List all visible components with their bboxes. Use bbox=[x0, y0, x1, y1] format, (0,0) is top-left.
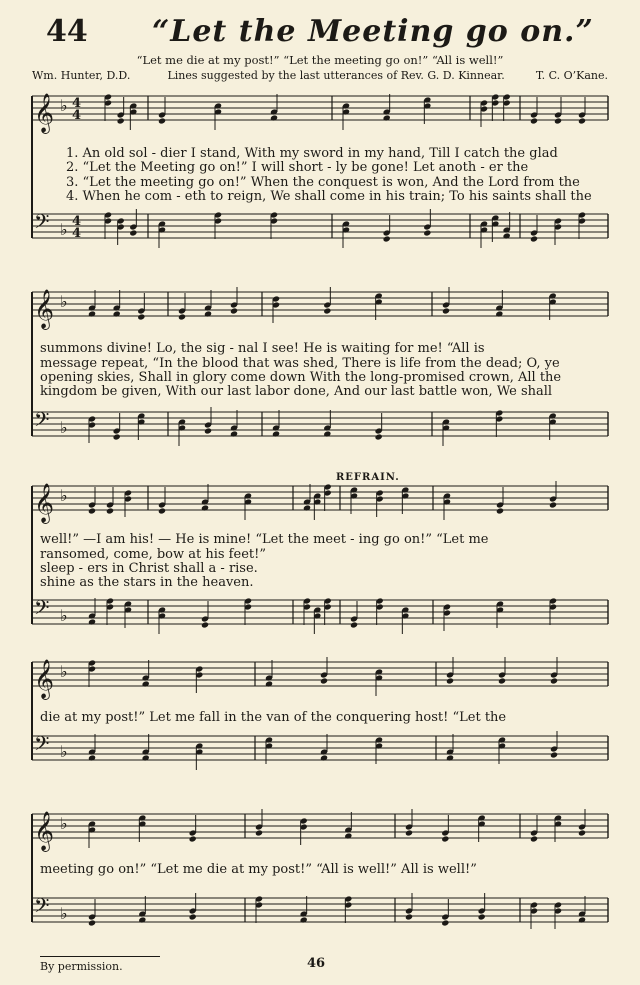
note-head bbox=[230, 307, 238, 314]
flat-key-signature: ♭ bbox=[60, 96, 68, 115]
author: Wm. Hunter, D.D. bbox=[32, 69, 131, 82]
flat-key-signature: ♭ bbox=[60, 742, 68, 761]
flat-key-signature: ♭ bbox=[60, 220, 68, 239]
lyric-line: shine as the stars in the heaven. bbox=[40, 575, 254, 590]
bass-clef: 𝄢 bbox=[34, 408, 50, 436]
lyric-line: 2. “Let the Meeting go on!” I will short - ly be gone! Let anoth - er the bbox=[66, 160, 529, 175]
treble-clef: 𝄞 bbox=[34, 93, 55, 133]
note-head bbox=[405, 913, 413, 920]
footer-rule bbox=[40, 956, 160, 957]
note-head bbox=[201, 621, 209, 628]
lyric-line: sleep - ers in Christ shall a - rise. bbox=[40, 561, 258, 576]
lyric-line: ransomed, come, bow at his feet!” bbox=[40, 547, 266, 562]
note-head bbox=[550, 751, 558, 758]
note-head bbox=[323, 307, 331, 314]
time-signature: 4 bbox=[72, 226, 82, 241]
note-head bbox=[442, 307, 450, 314]
note-head bbox=[383, 235, 391, 242]
note-head bbox=[423, 229, 431, 236]
note-head bbox=[204, 427, 212, 434]
note-head bbox=[578, 829, 586, 836]
bass-clef: 𝄢 bbox=[34, 596, 50, 624]
lyric-line: die at my post!” Let me fall in the van of the conquering host! “Let the bbox=[40, 710, 507, 725]
note-head bbox=[549, 501, 557, 508]
note-head bbox=[530, 835, 538, 842]
bass-clef: 𝄢 bbox=[34, 732, 50, 760]
flat-key-signature: ♭ bbox=[60, 418, 68, 437]
bass-clef: 𝄢 bbox=[34, 894, 50, 922]
note-head bbox=[158, 117, 166, 124]
note-head bbox=[530, 235, 538, 242]
lyric-line: opening skies, Shall in glory come down With the long-promised crown, All the bbox=[40, 370, 562, 385]
hymn-title: “Let the Meeting go on.” bbox=[152, 14, 594, 49]
time-signature: 4 bbox=[72, 108, 82, 123]
note-head bbox=[137, 313, 145, 320]
note-head bbox=[320, 677, 328, 684]
time-signature: 4 bbox=[72, 96, 82, 111]
hymn-subtitle: “Let me die at my post!” “Let the meeting go on!” “All is well!” bbox=[136, 53, 504, 67]
lyric-line: 1. An old sol - dier I stand, With my sword in my hand, Till I catch the glad bbox=[66, 146, 558, 161]
lyric-line: kingdom be given, With our last labor done, And our last battle won, We shall bbox=[40, 384, 553, 399]
treble-clef: 𝄞 bbox=[34, 811, 55, 851]
note-head bbox=[405, 829, 413, 836]
note-head bbox=[498, 677, 506, 684]
flat-key-signature: ♭ bbox=[60, 662, 68, 681]
note-head bbox=[496, 507, 504, 514]
note-head bbox=[375, 433, 383, 440]
note-head bbox=[550, 677, 558, 684]
bass-clef: 𝄢 bbox=[34, 210, 50, 238]
lyric-line: 4. When he com - eth to reign, We shall come in his train; To his saints shall the bbox=[66, 189, 592, 204]
note-head bbox=[158, 507, 166, 514]
note-head bbox=[88, 919, 96, 926]
note-head bbox=[446, 677, 454, 684]
composer: T. C. O’Kane. bbox=[535, 69, 608, 82]
note-head bbox=[554, 117, 562, 124]
note-head bbox=[178, 313, 186, 320]
note-head bbox=[441, 835, 449, 842]
note-head bbox=[189, 835, 197, 842]
note-head bbox=[117, 117, 125, 124]
note-head bbox=[530, 117, 538, 124]
hymn-number: 44 bbox=[46, 14, 88, 49]
note-head bbox=[113, 433, 121, 440]
note-head bbox=[189, 913, 197, 920]
lyric-line: meeting go on!” “Let me die at my post!” “All is well!” All is well!” bbox=[40, 862, 477, 877]
flat-key-signature: ♭ bbox=[60, 606, 68, 625]
refrain-label: REFRAIN. bbox=[336, 472, 400, 483]
note-head bbox=[441, 919, 449, 926]
permission-note: By permission. bbox=[40, 960, 123, 973]
lyric-line: summons divine! Lo, the sig - nal I see! He is waiting for me! “All is bbox=[40, 341, 485, 356]
lyric-line: message repeat, “In the blood that was shed, There is life from the dead; O, ye bbox=[40, 356, 560, 371]
treble-clef: 𝄞 bbox=[34, 289, 55, 329]
treble-clef: 𝄞 bbox=[34, 483, 55, 523]
lyric-line: 3. “Let the meeting go on!” When the conquest is won, And the Lord from the bbox=[66, 175, 580, 190]
page-number: 46 bbox=[307, 956, 326, 971]
treble-clef: 𝄞 bbox=[34, 659, 55, 699]
flat-key-signature: ♭ bbox=[60, 486, 68, 505]
note-head bbox=[88, 507, 96, 514]
note-head bbox=[578, 117, 586, 124]
note-head bbox=[106, 507, 114, 514]
lyric-line: well!” —I am his! — He is mine! “Let the meet - ing go on!” “Let me bbox=[40, 532, 489, 547]
flat-key-signature: ♭ bbox=[60, 814, 68, 833]
time-signature: 4 bbox=[72, 214, 82, 229]
note-head bbox=[478, 913, 486, 920]
note-head bbox=[350, 621, 358, 628]
note-head bbox=[129, 229, 137, 236]
note-head bbox=[255, 829, 263, 836]
source-note: Lines suggested by the last utterances of Rev. G. D. Kinnear. bbox=[167, 69, 505, 82]
flat-key-signature: ♭ bbox=[60, 904, 68, 923]
flat-key-signature: ♭ bbox=[60, 292, 68, 311]
